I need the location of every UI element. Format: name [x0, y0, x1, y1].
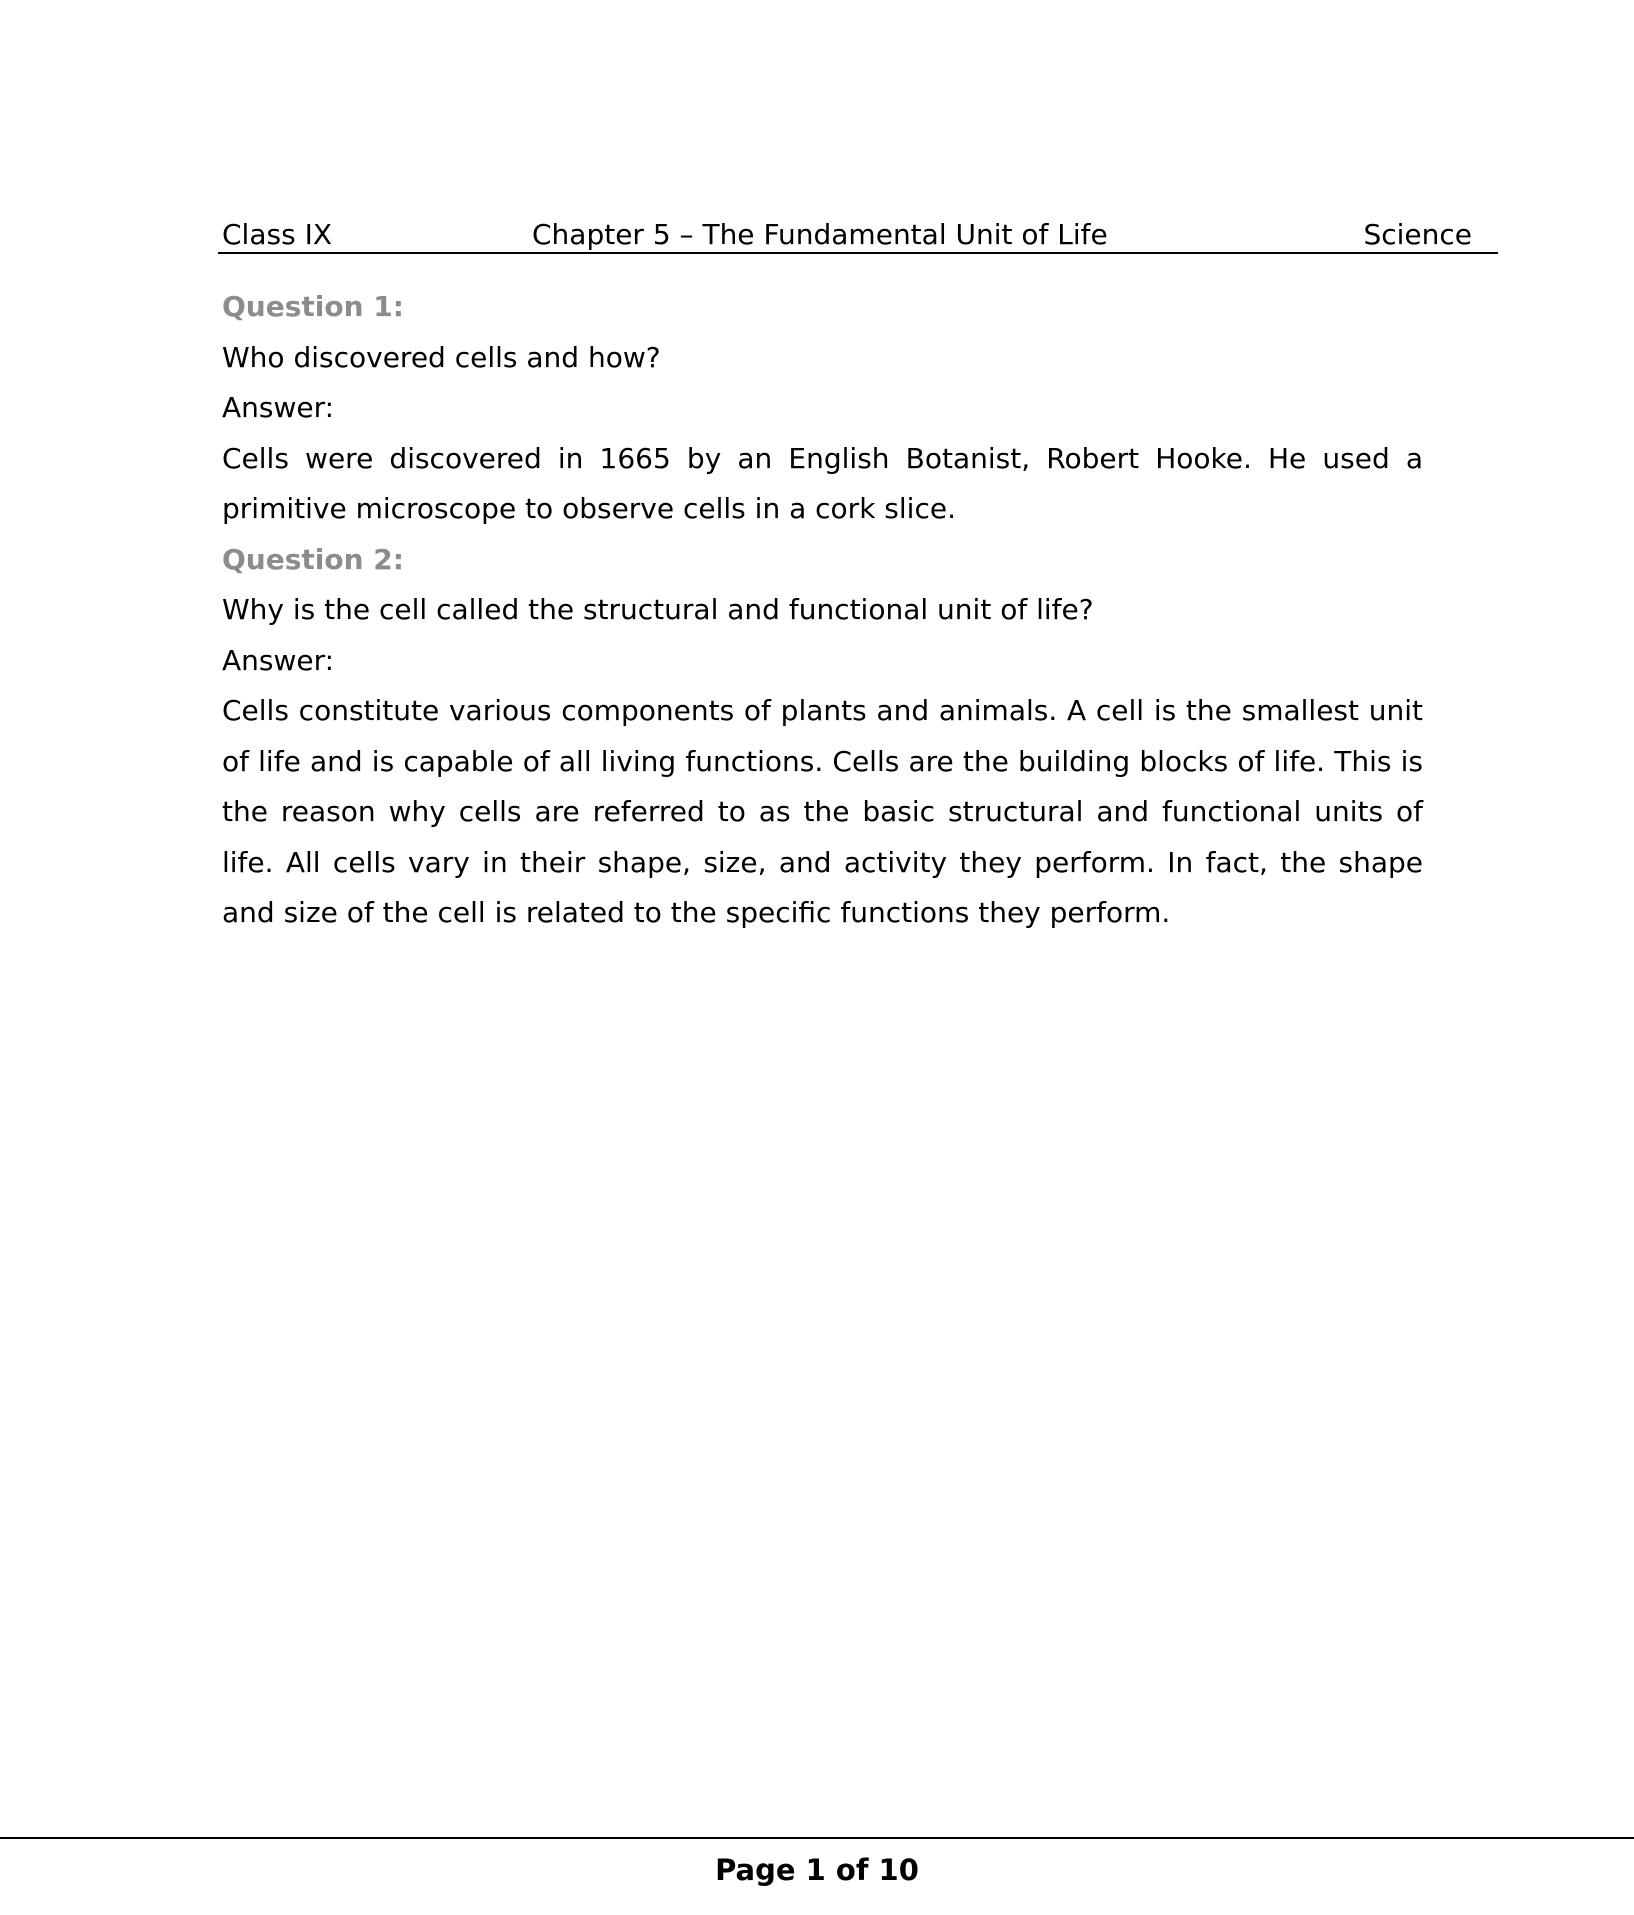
answer-text: Cells were discovered in 1665 by an English Botanist, Robert Hooke. He used a primitive microscope to observe cells in a cork slice.	[222, 441, 1423, 525]
answer-label: Answer:	[222, 391, 335, 424]
question-text: Why is the cell called the structural and functional unit of life?	[222, 593, 1094, 626]
answer-text: Cells constitute various components of plants and animals. A cell is the smallest unit of life and is capable of all living functions. Cells are the building blocks of life. This is the reason why cells are referred to as the basic structural and functional units of life. All cells vary in their shape, size, and activity they perform. In fact, the shape and size of the cell is related to the specific functions they perform.	[222, 694, 1423, 929]
question-label: Question 1:	[222, 290, 404, 323]
page-number: Page 1 of 10	[715, 1853, 919, 1887]
question-block-1	[222, 282, 1423, 535]
header-class: Class IX	[222, 218, 333, 251]
header-chapter-title: Chapter 5 – The Fundamental Unit of Life	[532, 218, 1108, 251]
document-body	[222, 282, 1423, 939]
question-block-2	[222, 535, 1423, 939]
answer-label: Answer:	[222, 643, 335, 677]
header-subject: Science	[1363, 218, 1472, 251]
question-label: Question 2:	[222, 542, 404, 576]
question-text: Who discovered cells and how?	[222, 340, 661, 374]
footer-divider	[0, 1837, 1634, 1839]
page-header	[218, 212, 1498, 254]
